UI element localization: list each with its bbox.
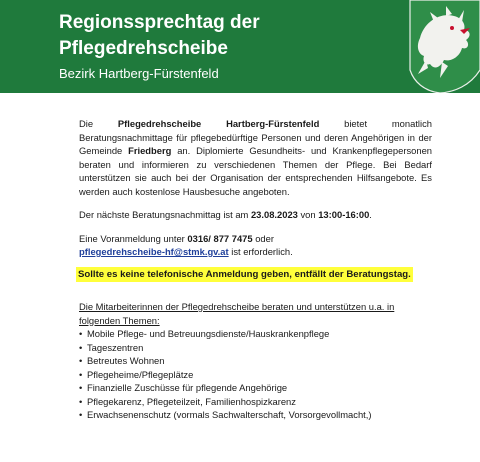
- styrian-panther-icon: [400, 0, 480, 93]
- next-date: 23.08.2023: [250, 209, 298, 220]
- list-item: • Pflegeheime/Pflegeplätze: [79, 368, 432, 382]
- email-link[interactable]: pflegedrehscheibe-hf@stmk.gv.at: [79, 246, 229, 257]
- next-time: 13:00-16:00: [318, 209, 370, 220]
- intro-paragraph: [79, 117, 432, 198]
- list-item: • Betreutes Wohnen: [79, 354, 432, 368]
- intro-org-name: Pflegedrehscheibe Hartberg-Fürstenfeld: [117, 118, 320, 129]
- document-body: [79, 117, 432, 422]
- registration-text-2: oder: [252, 232, 274, 244]
- list-item: • Erwachsenenschutz (vormals Sachwalterschaft, Vorsorgevollmacht,): [79, 408, 432, 422]
- phone-number[interactable]: 0316/ 877 7475: [187, 232, 253, 244]
- registration-text-1: Eine Voranmeldung unter: [79, 232, 188, 244]
- intro-text-3: an. Diplomierte Gesundheits- und Krankenpflegepersonen beraten und informieren zu verschiedenen Themen der Pflege. Bei Bedarf unterstützen sie auch bei der Organisation der entsprechenden Hilfsangebote. Es werden auch kostenlose Hausbesuche angeboten.: [79, 145, 432, 197]
- list-item: • Finanzielle Zuschüsse für pflegende Angehörige: [79, 381, 432, 395]
- page-title: [59, 10, 379, 62]
- themes-heading: Die Mitarbeiterinnen der Pflegedrehscheibe beraten und unterstützen u.a. in folgenden Themen:: [79, 301, 395, 326]
- intro-municipality: Friedberg: [128, 145, 172, 156]
- title-line-1: Regionssprechtag der: [59, 12, 260, 33]
- page-subtitle: Bezirk Hartberg-Fürstenfeld: [59, 66, 219, 81]
- header-banner: [0, 0, 480, 93]
- themes-list: [79, 327, 432, 422]
- next-text-3: .: [369, 209, 372, 220]
- next-text-1: Der nächste Beratungsnachmittag ist am: [79, 209, 251, 220]
- cancellation-notice: Sollte es keine telefonische Anmeldung geben, entfällt der Beratungstag.: [76, 267, 413, 283]
- list-item: • Tageszentren: [79, 341, 432, 355]
- intro-text-1: Die: [79, 118, 118, 129]
- list-item: • Pflegekarenz, Pflegeteilzeit, Familienhospizkarenz: [79, 395, 432, 409]
- notice-line: [79, 267, 432, 283]
- registration-paragraph: [79, 232, 432, 259]
- next-text-2: von: [297, 209, 319, 220]
- intro-text-2: bietet monatlich Beratungsnachmittage für pflegebedürftige Personen und deren Angehörigen in der Gemeinde: [79, 118, 432, 156]
- list-item: • Mobile Pflege- und Betreuungsdienste/Hauskrankenpflege: [79, 327, 432, 341]
- registration-text-3: ist erforderlich.: [228, 246, 293, 257]
- title-line-2: Pflegedrehscheibe: [59, 38, 228, 59]
- next-session-line: [79, 208, 432, 222]
